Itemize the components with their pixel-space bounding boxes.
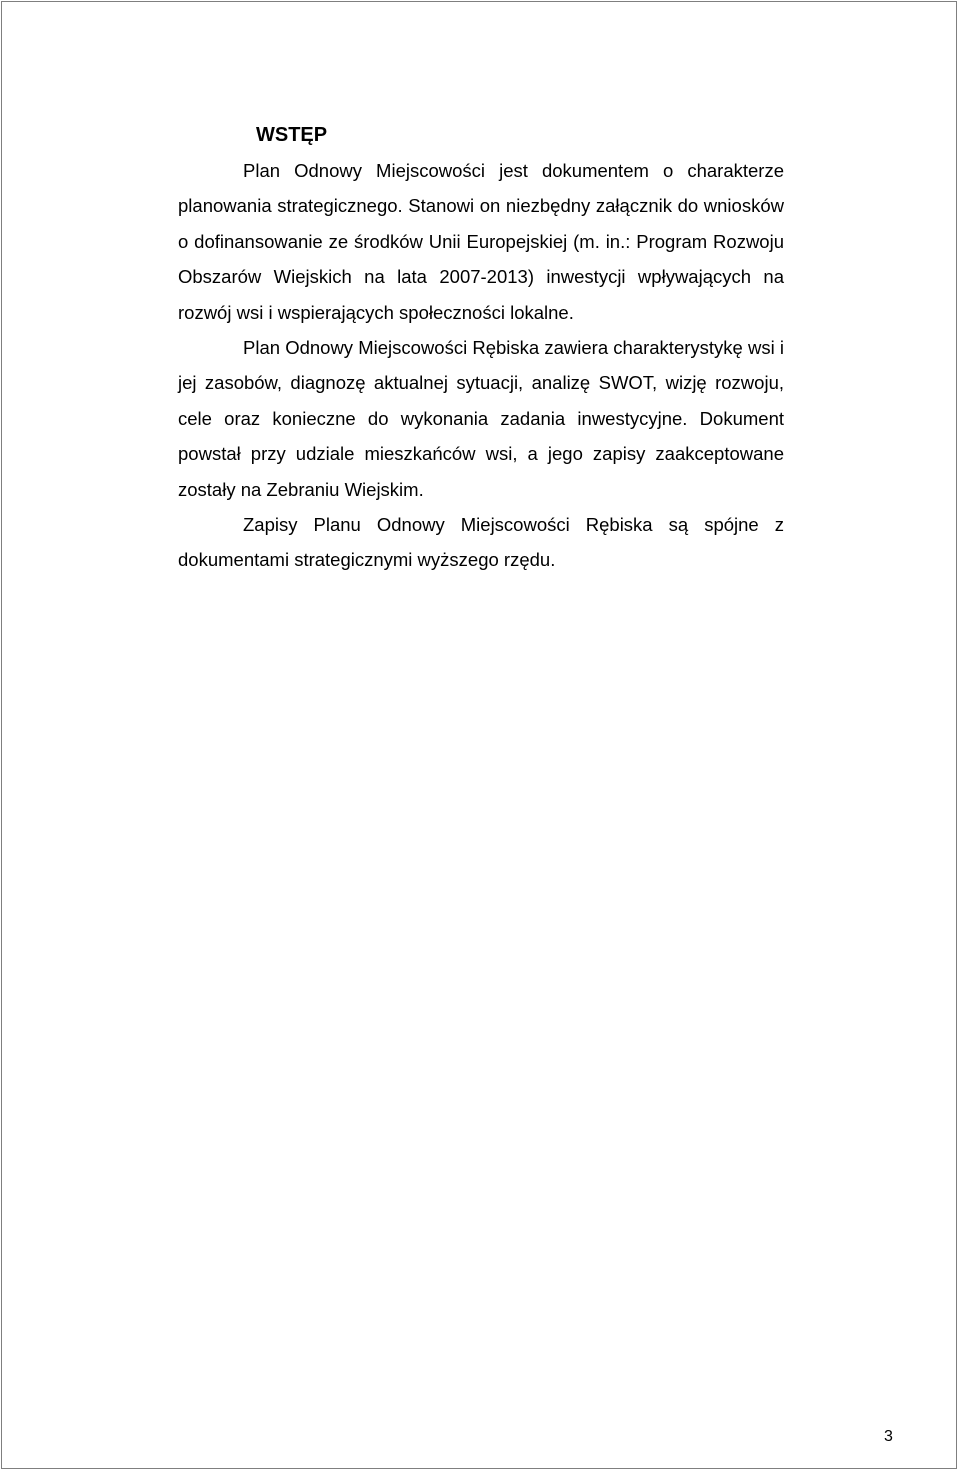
section-heading: WSTĘP (256, 124, 328, 146)
paragraph-contents: Plan Odnowy Miejscowości Rębiska zawiera charakterystykę wsi i jej zasobów, diagnozę aktualnej sytuacji, analizę SWOT, wizję rozwoju, cele oraz konieczne do wykonania zadania inwestycyjne. Dokument powstał przy udziale mieszkańców wsi, a jego zapisy zaakceptowane zostały na Zebraniu Wiejskim. (178, 337, 784, 500)
paragraph-consistency: Zapisy Planu Odnowy Miejscowości Rębiska są spójne z dokumentami strategicznymi wyższego rzędu. (178, 514, 784, 571)
page-number: 3 (884, 1428, 893, 1445)
paragraph-intro: Plan Odnowy Miejscowości jest dokumentem o charakterze planowania strategicznego. Stanowi on niezbędny załącznik do wniosków o dofinansowanie ze środków Unii Europejskiej (m. in.: Program Rozwoju Obszarów Wiejskich na lata 2007-2013) inwestycji wpływających na rozwój wsi i wspierających społeczności lokalne. (178, 160, 784, 323)
document-body (178, 118, 784, 578)
